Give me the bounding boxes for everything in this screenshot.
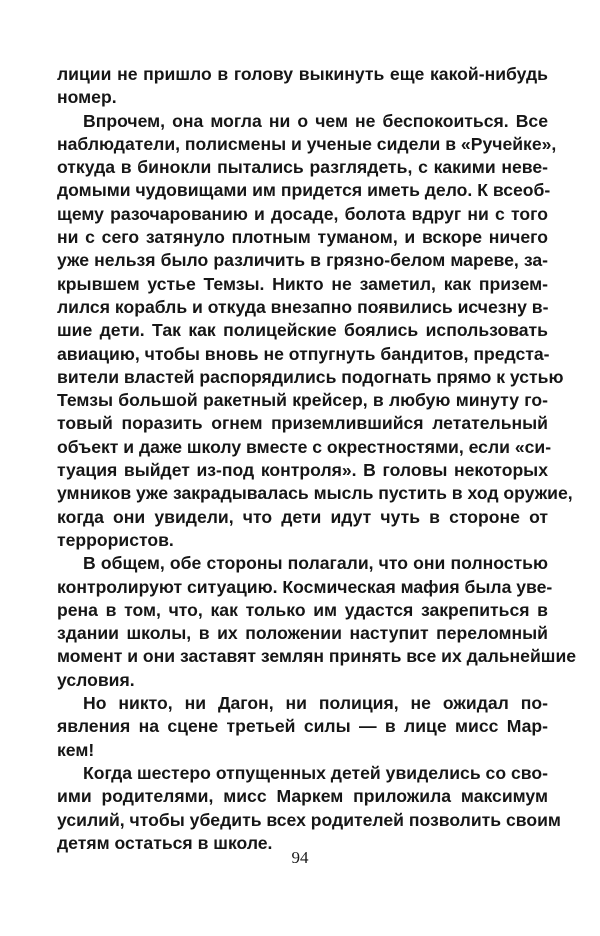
paragraph (57, 692, 548, 762)
text-line: ими родителями, мисс Маркем приложила максимум (57, 786, 548, 807)
text-line: лился корабль и откуда внезапно появились исчезну в- (57, 296, 549, 317)
text-line: наблюдатели, полисмены и ученые сидели в «Ручейке», (57, 133, 557, 154)
text-line: номер. (57, 87, 117, 108)
text-line: щему разочарованию и досаде, болота вдруг ни с того (57, 203, 548, 224)
text-line: умников уже закрадывалась мысль пустить в ход оружие, (57, 483, 573, 504)
text-line: Но никто, ни Дагон, ни полиция, не ожидал по- (83, 693, 548, 714)
text-line: туация выйдет из-под контроля». В головы некоторых (57, 460, 548, 481)
text-line: товый поразить огнем приземлившийся летательный (57, 413, 548, 434)
text-line: уже нельзя было различить в грязно-белом мареве, за- (57, 250, 548, 271)
text-line: объект и даже школу вместе с окрестностями, если «си- (57, 436, 552, 457)
text-line: момент и они заставят землян принять все их дальнейшие (57, 646, 577, 667)
text-line: откуда в бинокли пытались разглядеть, с какими неве- (57, 157, 548, 178)
paragraph (57, 762, 561, 855)
paragraph (57, 552, 577, 692)
text-line: явления на сцене третьей силы — в лице мисс Мар- (57, 716, 548, 737)
text-line: Когда шестеро отпущенных детей увиделись со сво- (83, 762, 548, 783)
text-line: детям остаться в школе. (57, 832, 273, 853)
text-line: ни с сего затянуло плотным туманом, и вскоре ничего (57, 227, 548, 248)
text-line: Впрочем, она могла ни о чем не беспокоиться. Все (83, 110, 548, 131)
paragraph (57, 110, 573, 553)
text-line: условия. (57, 669, 135, 690)
text-line: когда они увидели, что дети идут чуть в стороне от (57, 506, 548, 527)
text-line: контролируют ситуацию. Космическая мафия была уве- (57, 576, 553, 597)
text-line: домыми чудовищами им придется иметь дело. К всеоб- (57, 180, 551, 201)
page-number: 94 (291, 848, 309, 867)
text-line: рена в том, что, как только им удастся закрепиться в (57, 599, 548, 620)
text-line: крывшем устье Темзы. Никто не заметил, как призем- (57, 273, 548, 294)
text-line: кем! (57, 739, 95, 760)
text-line: усилий, чтобы убедить всех родителей позволить своим (57, 809, 561, 830)
text-line: авиацию, чтобы вновь не отпугнуть бандитов, предста- (57, 343, 550, 364)
text-line: В общем, обе стороны полагали, что они полностью (83, 553, 548, 574)
page-body (57, 63, 577, 855)
text-block (57, 63, 577, 855)
text-line: Темзы большой ракетный крейсер, в любую минуту го- (57, 390, 548, 411)
text-line: террористов. (57, 529, 174, 550)
text-line: вители властей распорядились подогнать прямо к устью (57, 366, 564, 387)
paragraph (57, 63, 548, 110)
text-line: лиции не пришло в голову выкинуть еще какой-нибудь (57, 64, 548, 84)
text-line: шие дети. Так как полицейские боялись использовать (57, 320, 548, 341)
text-line: здании школы, в их положении наступит переломный (57, 623, 548, 644)
